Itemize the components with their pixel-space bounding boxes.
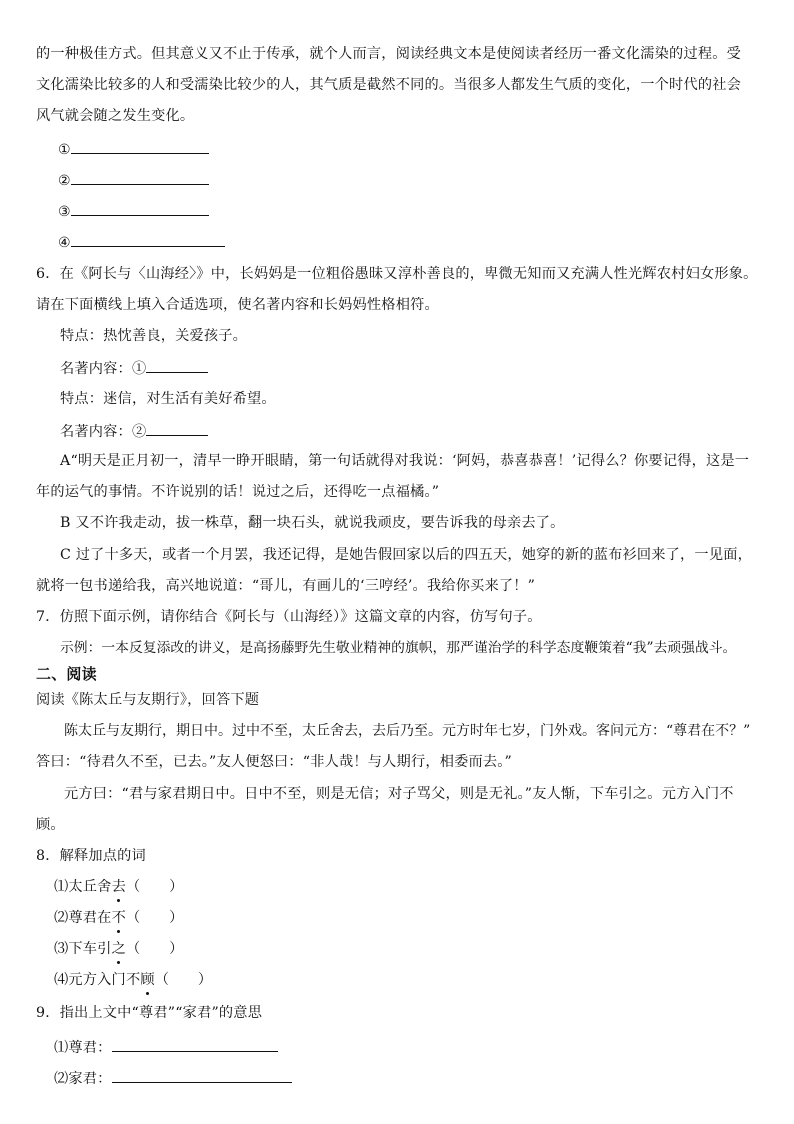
- passage-line-2: 答曰：“待君久不至，已去。”友人便怒曰：“非人哉！与人期行，相委而去。”: [36, 754, 513, 770]
- q7-example: 示例：一本反复添改的讲义，是高扬藤野先生敬业精神的旗帜，那严谨治学的科学态度鞭策着“我”去顽强战斗。: [60, 640, 737, 656]
- blank-line-3: [58, 200, 209, 222]
- q6-content-2: [60, 420, 208, 442]
- content-label: 名著内容：①: [60, 361, 147, 377]
- q8-item-2: ⑵尊君在不（ ）: [54, 910, 184, 926]
- answer-blank[interactable]: [112, 1067, 292, 1083]
- q9-title: 9．指出上文中“尊君”“家君”的意思: [36, 1005, 263, 1021]
- q6-option-c-2: 就将一包书递给我，高兴地说道：“哥儿，有画儿的‘三哼经’。我给你买来了！”: [36, 578, 536, 594]
- answer-blank[interactable]: [71, 169, 209, 185]
- q8-title: 8．解释加点的词: [36, 848, 146, 864]
- blank-line-1: [58, 138, 209, 160]
- intro-line-1: 的一种极佳方式。但其意义又不止于传承，就个人而言，阅读经典文本是使阅读者经历一番文化濡染的过程。受: [36, 46, 741, 62]
- blank-line-4: [58, 231, 225, 253]
- answer-paren[interactable]: （ ）: [154, 972, 213, 988]
- dotted-word: 去: [111, 879, 126, 895]
- q6-trait-2: 特点：迷信，对生活有美好希望。: [60, 391, 276, 407]
- q9-item-2: ⑵家君：: [54, 1067, 292, 1089]
- q6-option-a-2: 年的运气的事情。不许说别的话！说过之后，还得吃一点福橘。”: [36, 484, 440, 500]
- q6-option-c-1: C 过了十多天，或者一个月罢，我还记得，是她告假回家以后的四五天，她穿的新的蓝布衫回来了，一见面，: [60, 547, 752, 563]
- q6-option-a-1: A“明天是正月初一，清早一睁开眼睛，第一句话就得对我说：‘阿妈，恭喜恭喜！’记得么？你要记得，这是一: [60, 453, 750, 469]
- answer-blank[interactable]: [71, 138, 209, 154]
- passage-line-3: 元方曰：“君与家君期日中。日中不至，则是无信；对子骂父，则是无礼。”友人惭，下车引之。元方入门不: [64, 786, 734, 802]
- answer-blank[interactable]: [146, 420, 208, 436]
- q8-item-4: ⑷元方入门不顾（ ）: [54, 972, 213, 988]
- passage-line-4: 顾。: [36, 817, 65, 833]
- q6-trait-1: 特点：热忱善良，关爱孩子。: [60, 328, 248, 344]
- intro-line-3: 风气就会随之发生变化。: [36, 108, 195, 124]
- blank-number: ②: [58, 173, 71, 189]
- section-instruction: 阅读《陈太丘与友期行》，回答下题: [36, 692, 260, 708]
- intro-line-2: 文化濡染比较多的人和受濡染比较少的人，其气质是截然不同的。当很多人都发生气质的变化，一个时代的社会: [36, 77, 741, 93]
- section-title: 二、阅读: [36, 665, 97, 683]
- q8-item-1: ⑴太丘舍去（ ）: [54, 879, 184, 895]
- answer-blank[interactable]: [71, 200, 209, 216]
- blank-line-2: [58, 169, 209, 191]
- answer-paren[interactable]: （ ）: [125, 879, 184, 895]
- blank-number: ①: [58, 142, 71, 158]
- q6-content-1: [60, 357, 208, 379]
- dotted-word: 不: [111, 910, 126, 926]
- answer-paren[interactable]: （ ）: [125, 941, 184, 957]
- q6-line-1: 6．在《阿长与〈山海经〉》中，长妈妈是一位粗俗愚昧又淳朴善良的，卑微无知而又充满人性光辉农村妇女形象。: [36, 266, 758, 282]
- q8-item-3: ⑶下车引之（ ）: [54, 941, 184, 957]
- passage-line-1: 陈太丘与友期行，期日中。过中不至，太丘舍去，去后乃至。元方时年七岁，门外戏。客问元方：“尊君在不？”: [64, 723, 751, 739]
- answer-blank[interactable]: [71, 231, 225, 247]
- content-label: 名著内容：②: [60, 424, 147, 440]
- answer-blank[interactable]: [112, 1036, 278, 1052]
- q9-item-1: ⑴尊君：: [54, 1036, 278, 1058]
- dotted-word: 之: [111, 941, 126, 957]
- answer-blank[interactable]: [146, 357, 208, 373]
- blank-number: ③: [58, 204, 71, 220]
- q6-line-2: 请在下面横线上填入合适选项，使名著内容和长妈妈性格相符。: [36, 297, 439, 313]
- answer-paren[interactable]: （ ）: [125, 910, 184, 926]
- q7-line-1: 7．仿照下面示例，请你结合《阿长与（山海经）》这篇文章的内容，仿写句子。: [36, 609, 542, 625]
- blank-number: ④: [58, 235, 71, 251]
- q6-option-b: B 又不许我走动，拔一株草，翻一块石头，就说我顽皮，要告诉我的母亲去了。: [60, 515, 565, 531]
- dotted-word: 顾: [140, 972, 155, 988]
